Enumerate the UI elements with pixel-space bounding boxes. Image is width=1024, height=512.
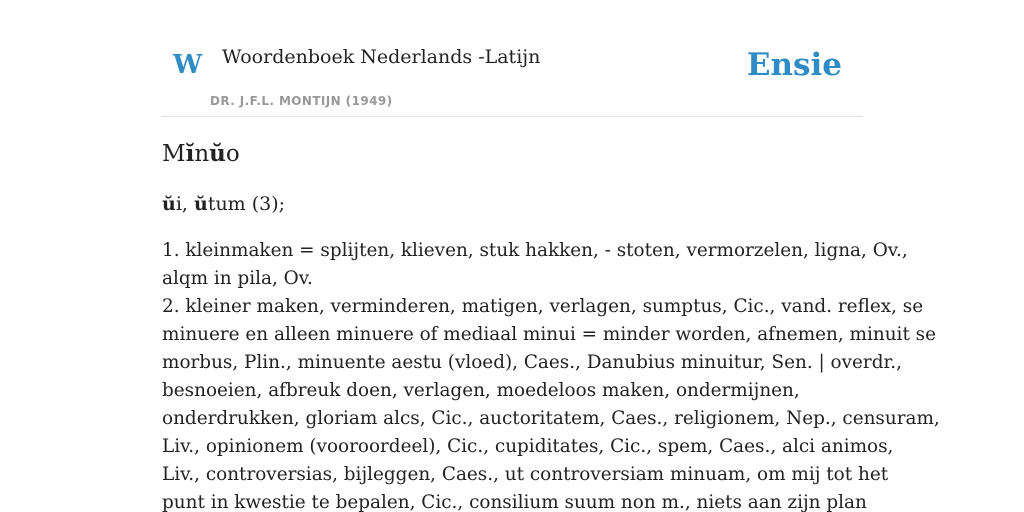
definition-line: punt in kwestie te bepalen, Cic., consilium suum non m., niets aan zijn plan [162, 492, 867, 512]
inflection-forms [162, 190, 862, 218]
form-breve: ŭ [193, 193, 208, 215]
headword-part: n [194, 141, 210, 167]
dictionary-header [162, 0, 862, 117]
ensie-logo-link[interactable]: Ensie [746, 47, 842, 83]
headword [162, 138, 862, 170]
definition-line: alqm in pila, Ov. [162, 268, 313, 289]
definition-line: minuere en alleen minuere of mediaal minui = minder worden, afnemen, minuit se [162, 324, 936, 345]
book-author: DR. J.F.L. MONTIJN (1949) [210, 94, 393, 108]
definition-line: 2. kleiner maken, verminderen, matigen, verlagen, sumptus, Cic., vand. reflex, se [162, 296, 924, 317]
definition-text [162, 237, 940, 512]
form-text: tum (3); [207, 193, 286, 215]
definition-line: Liv., opinionem (vooroordeel), Cic., cupiditates, Cic., spem, Caes., alci animos, [162, 436, 894, 457]
dictionary-entry [162, 138, 940, 512]
form-breve: ŭ [162, 193, 176, 215]
headword-part: M [162, 141, 186, 167]
form-text: i, [175, 193, 194, 215]
definition-line: Liv., controversias, bijleggen, Caes., ut controversiam minuam, om mij tot het [162, 464, 889, 485]
headword-part-breve: ĭ [185, 140, 195, 167]
headword-part-breve: ŭ [209, 140, 226, 167]
headword-part: o [225, 141, 240, 167]
definition-line: besnoeien, afbreuk doen, verlagen, moedeloos maken, ondermijnen, [162, 380, 800, 401]
definition-line: morbus, Plin., minuente aestu (vloed), Caes., Danubius minuitur, Sen. | overdr., [162, 352, 902, 373]
book-title[interactable]: Woordenboek Nederlands -Latijn [222, 46, 541, 68]
definition-line: 1. kleinmaken = splijten, klieven, stuk hakken, - stoten, vermorzelen, ligna, Ov., [162, 240, 908, 261]
definition-line: onderdrukken, gloriam alcs, Cic., auctoritatem, Caes., religionem, Nep., censuram, [162, 408, 940, 429]
dictionary-logo[interactable]: W [173, 50, 203, 80]
